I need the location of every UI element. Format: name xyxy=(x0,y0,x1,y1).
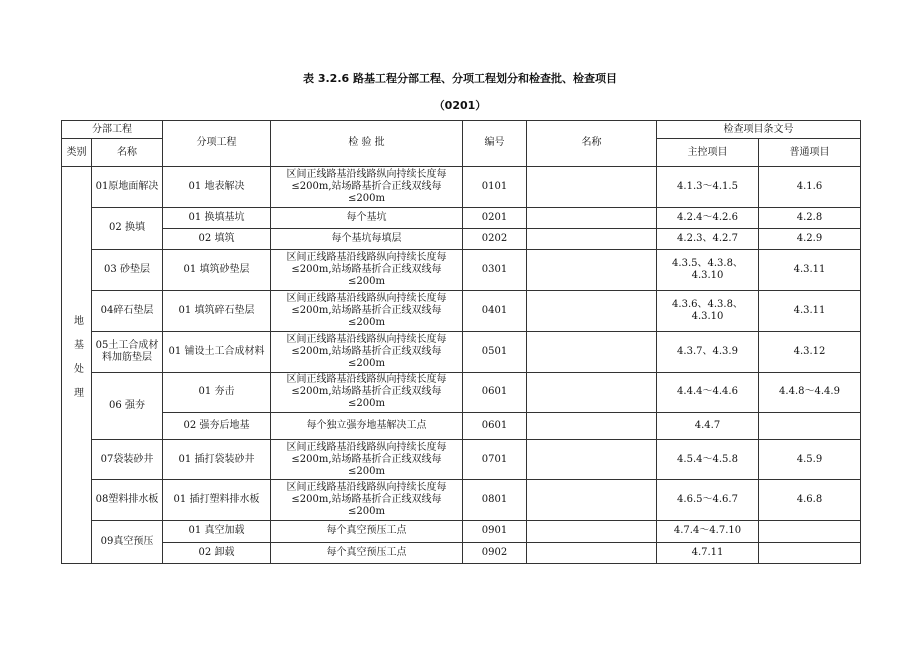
jianyanpi-cell: 区间正线路基沿线路纵向持续长度每≤200m,站场路基折合正线双线每≤200m xyxy=(271,331,463,372)
bianhao-cell: 0201 xyxy=(463,207,527,228)
putong-cell xyxy=(759,542,861,563)
jianyanpi-cell: 区间正线路基沿线路纵向持续长度每≤200m,站场路基折合正线双线每≤200m xyxy=(271,439,463,480)
fenxiang-cell: 01 铺设土工合成材料 xyxy=(163,331,271,372)
table-row xyxy=(62,413,861,439)
putong-cell xyxy=(759,521,861,542)
fenxiang-cell: 02 卸载 xyxy=(163,542,271,563)
table-row xyxy=(62,372,861,413)
putong-cell: 4.4.8～4.4.9 xyxy=(759,372,861,413)
jianyanpi-cell: 每个真空预压工点 xyxy=(271,521,463,542)
zhukong-cell: 4.3.7、4.3.9 xyxy=(657,331,759,372)
fenxiang-cell: 01 换填基坑 xyxy=(163,207,271,228)
name-cell xyxy=(527,291,657,332)
zhukong-cell: 4.4.7 xyxy=(657,413,759,439)
putong-cell: 4.2.8 xyxy=(759,207,861,228)
bianhao-cell: 0401 xyxy=(463,291,527,332)
bianhao-cell: 0301 xyxy=(463,250,527,291)
jianyanpi-cell: 每个基坑每填层 xyxy=(271,228,463,249)
fenxiang-cell: 01 插打袋装砂井 xyxy=(163,439,271,480)
zhukong-cell: 4.1.3～4.1.5 xyxy=(657,166,759,207)
table-row xyxy=(62,480,861,521)
zhukong-cell: 4.5.4～4.5.8 xyxy=(657,439,759,480)
name-cell xyxy=(527,542,657,563)
header-mingcheng: 名称 xyxy=(527,121,657,167)
header-fenxiang: 分项工程 xyxy=(163,121,271,167)
jianyanpi-cell: 区间正线路基沿线路纵向持续长度每≤200m,站场路基折合正线双线每≤200m xyxy=(271,372,463,413)
bianhao-cell: 0902 xyxy=(463,542,527,563)
fenxiang-cell: 01 地表解决 xyxy=(163,166,271,207)
jianyanpi-cell: 每个真空预压工点 xyxy=(271,542,463,563)
putong-cell: 4.3.11 xyxy=(759,250,861,291)
zhukong-cell: 4.7.11 xyxy=(657,542,759,563)
fenxiang-cell: 01 填筑砂垫层 xyxy=(163,250,271,291)
table-row xyxy=(62,439,861,480)
name-cell xyxy=(527,413,657,439)
jianyanpi-cell: 每个基坑 xyxy=(271,207,463,228)
fenbu-cell: 05土工合成材料加筋垫层 xyxy=(92,331,163,372)
fenxiang-cell: 01 夯击 xyxy=(163,372,271,413)
fenxiang-cell: 01 真空加载 xyxy=(163,521,271,542)
putong-cell: 4.6.8 xyxy=(759,480,861,521)
fenbu-cell: 09真空预压 xyxy=(92,521,163,564)
header-bianhao: 编号 xyxy=(463,121,527,167)
table-row xyxy=(62,542,861,563)
putong-cell xyxy=(759,413,861,439)
division-table xyxy=(61,120,861,564)
header-putong: 普通项目 xyxy=(759,139,861,166)
category-label: 地基处理 xyxy=(71,314,83,411)
name-cell xyxy=(527,207,657,228)
zhukong-cell: 4.7.4～4.7.10 xyxy=(657,521,759,542)
putong-cell: 4.3.12 xyxy=(759,331,861,372)
name-cell xyxy=(527,372,657,413)
fenbu-cell: 02 换填 xyxy=(92,207,163,250)
zhukong-cell: 4.4.4～4.4.6 xyxy=(657,372,759,413)
header-zhukong: 主控项目 xyxy=(657,139,759,166)
jianyanpi-cell: 区间正线路基沿线路纵向持续长度每≤200m,站场路基折合正线双线每≤200m xyxy=(271,250,463,291)
zhukong-cell: 4.2.4～4.2.6 xyxy=(657,207,759,228)
name-cell xyxy=(527,521,657,542)
zhukong-cell: 4.3.6、4.3.8、4.3.10 xyxy=(657,291,759,332)
bianhao-cell: 0801 xyxy=(463,480,527,521)
fenbu-cell: 01原地面解决 xyxy=(92,166,163,207)
jianyanpi-cell: 区间正线路基沿线路纵向持续长度每≤200m,站场路基折合正线双线每≤200m xyxy=(271,291,463,332)
name-cell xyxy=(527,250,657,291)
bianhao-cell: 0601 xyxy=(463,372,527,413)
table-row xyxy=(62,331,861,372)
zhukong-cell: 4.6.5～4.6.7 xyxy=(657,480,759,521)
jianyanpi-cell: 区间正线路基沿线路纵向持续长度每≤200m,站场路基折合正线双线每≤200m xyxy=(271,480,463,521)
header-jianyanpi: 检 验 批 xyxy=(271,121,463,167)
header-leibie: 类别 xyxy=(62,139,92,166)
name-cell xyxy=(527,439,657,480)
fenxiang-cell: 02 填筑 xyxy=(163,228,271,249)
jianyanpi-cell: 区间正线路基沿线路纵向持续长度每≤200m,站场路基折合正线双线每≤200m xyxy=(271,166,463,207)
table-row xyxy=(62,250,861,291)
fenbu-cell: 08塑料排水板 xyxy=(92,480,163,521)
table-row xyxy=(62,521,861,542)
zhukong-cell: 4.3.5、4.3.8、4.3.10 xyxy=(657,250,759,291)
bianhao-cell: 0601 xyxy=(463,413,527,439)
table-row xyxy=(62,228,861,249)
table-row xyxy=(62,166,861,207)
header-fenbu-name: 名称 xyxy=(92,139,163,166)
fenbu-cell: 06 强夯 xyxy=(92,372,163,439)
putong-cell: 4.3.11 xyxy=(759,291,861,332)
fenxiang-cell: 01 填筑碎石垫层 xyxy=(163,291,271,332)
category-cell xyxy=(62,166,92,563)
jianyanpi-cell: 每个独立强夯地基解决工点 xyxy=(271,413,463,439)
bianhao-cell: 0901 xyxy=(463,521,527,542)
header-fenbu: 分部工程 xyxy=(62,121,163,139)
name-cell xyxy=(527,228,657,249)
putong-cell: 4.1.6 xyxy=(759,166,861,207)
name-cell xyxy=(527,480,657,521)
fenbu-cell: 07袋装砂井 xyxy=(92,439,163,480)
putong-cell: 4.2.9 xyxy=(759,228,861,249)
zhukong-cell: 4.2.3、4.2.7 xyxy=(657,228,759,249)
fenbu-cell: 03 砂垫层 xyxy=(92,250,163,291)
page-title: 表 3.2.6 路基工程分部工程、分项工程划分和检查批、检查项目 xyxy=(303,72,617,85)
name-cell xyxy=(527,331,657,372)
name-cell xyxy=(527,166,657,207)
bianhao-cell: 0101 xyxy=(463,166,527,207)
table-row xyxy=(62,207,861,228)
bianhao-cell: 0701 xyxy=(463,439,527,480)
header-jiancha: 检查项目条文号 xyxy=(657,121,861,139)
fenxiang-cell: 02 强夯后地基 xyxy=(163,413,271,439)
table-row xyxy=(62,291,861,332)
putong-cell: 4.5.9 xyxy=(759,439,861,480)
bianhao-cell: 0501 xyxy=(463,331,527,372)
bianhao-cell: 0202 xyxy=(463,228,527,249)
fenbu-cell: 04碎石垫层 xyxy=(92,291,163,332)
fenxiang-cell: 01 插打塑料排水板 xyxy=(163,480,271,521)
table-code: （0201） xyxy=(433,99,487,112)
